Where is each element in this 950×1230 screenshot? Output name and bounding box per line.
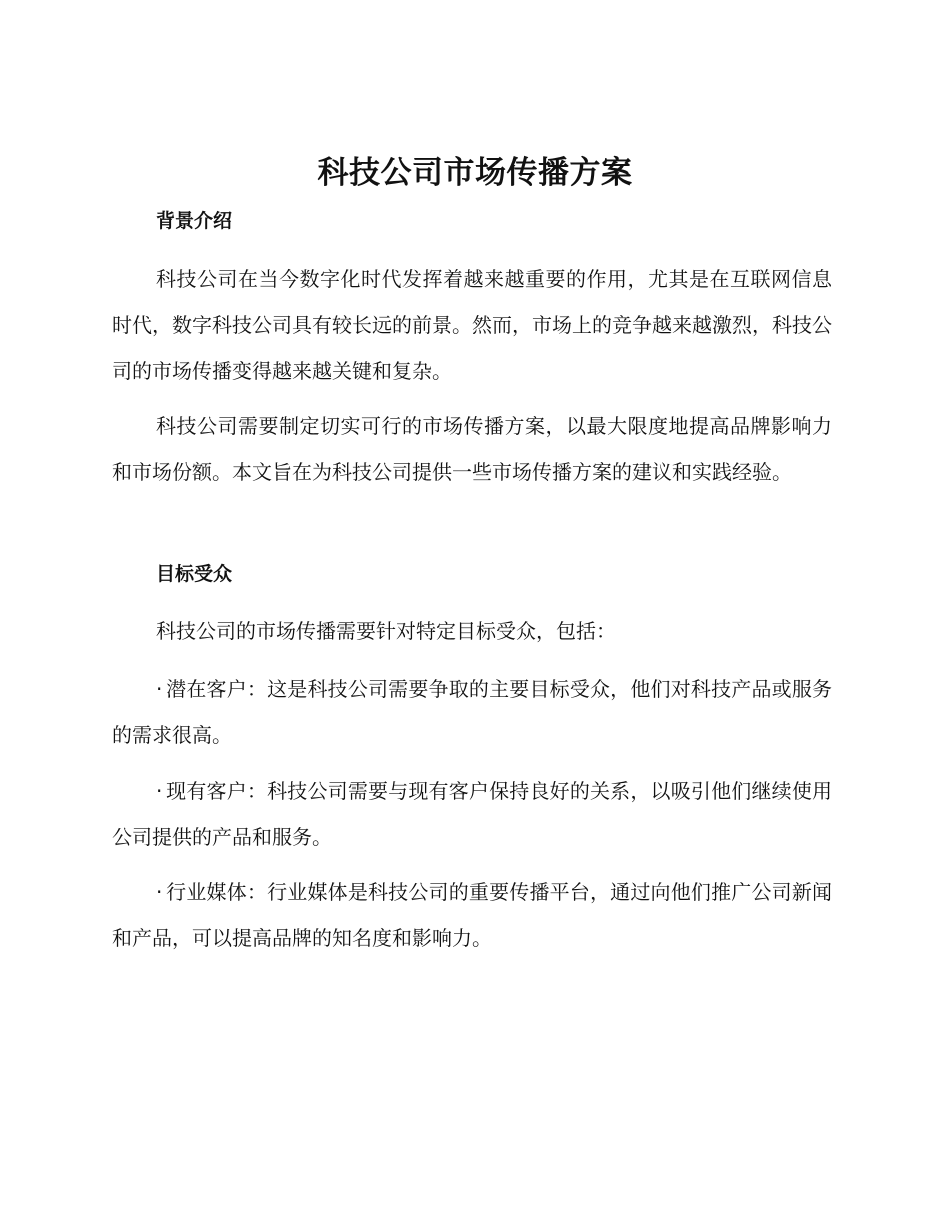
bullet-marker: · — [156, 880, 163, 904]
bullet-marker: · — [156, 779, 163, 803]
bullet-marker: · — [156, 677, 163, 701]
section-heading-audience: 目标受众 — [156, 563, 233, 585]
bullet-text: 现有客户：科技公司需要与现有客户保持良好的关系，以吸引他们继续使用公司提供的产品和服务。 — [112, 779, 832, 849]
audience-bullet-item — [112, 869, 832, 961]
background-paragraph-2: 科技公司需要制定切实可行的市场传播方案，以最大限度地提高品牌影响力和市场份额。本文旨在为科技公司提供一些市场传播方案的建议和实践经验。 — [112, 414, 832, 484]
audience-intro-paragraph: 科技公司的市场传播需要针对特定目标受众，包括： — [156, 619, 616, 643]
background-paragraph-1: 科技公司在当今数字化时代发挥着越来越重要的作用，尤其是在互联网信息时代，数字科技公司具有较长远的前景。然而，市场上的竞争越来越激烈，科技公司的市场传播变得越来越关键和复杂。 — [112, 267, 832, 383]
audience-bullet-item — [112, 666, 832, 758]
audience-bullet-item — [112, 768, 832, 860]
bullet-text: 行业媒体：行业媒体是科技公司的重要传播平台，通过向他们推广公司新闻和产品，可以提高品牌的知名度和影响力。 — [112, 880, 832, 950]
bullet-text: 潜在客户：这是科技公司需要争取的主要目标受众，他们对科技产品或服务的需求很高。 — [112, 677, 832, 747]
document-title: 科技公司市场传播方案 — [317, 155, 633, 191]
section-heading-background: 背景介绍 — [156, 210, 233, 232]
